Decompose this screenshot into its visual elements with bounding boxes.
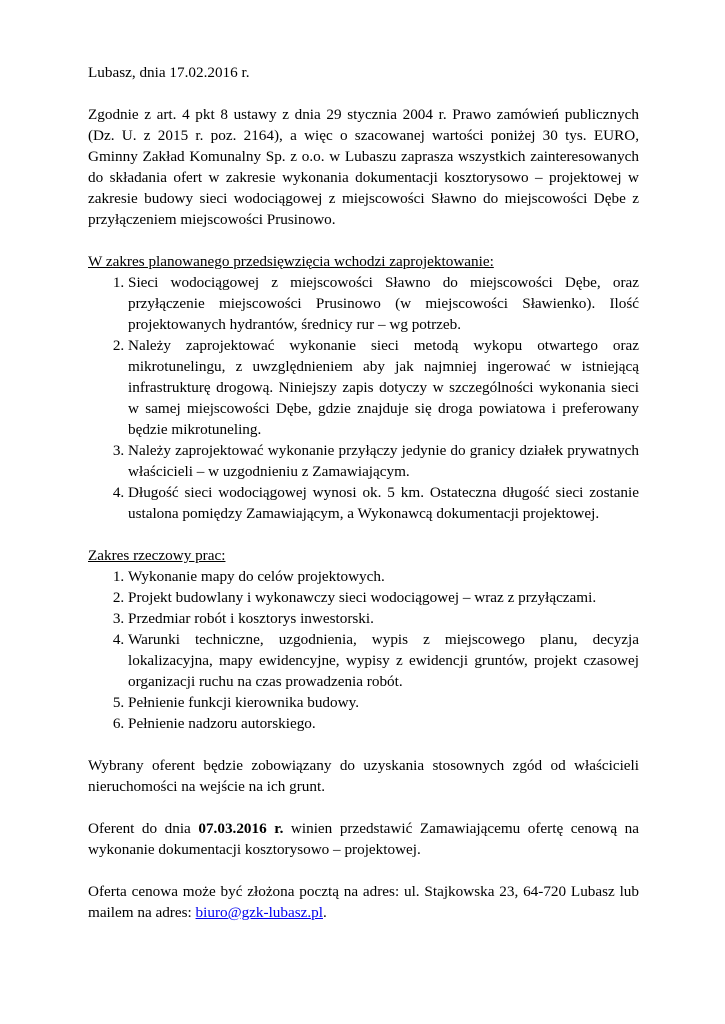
email-link[interactable]: biuro@gzk-lubasz.pl	[195, 904, 323, 921]
document-page	[88, 62, 639, 923]
intro-paragraph: Zgodnie z art. 4 pkt 8 ustawy z dnia 29 stycznia 2004 r. Prawo zamówień publicznych (Dz. U. z 2015 r. poz. 2164), a więc o szacowanej wartości poniżej 30 tys. EURO, Gminny Zakład Komunalny Sp. z o.o. w Lubaszu zaprasza wszystkich zainteresowanych do składania ofert w zakresie wykonania dokumentacji kosztorysowo – projektowej w zakresie budowy sieci wodociągowej z miejscowości Sławno do miejscowości Dębe z przyłączeniem miejscowości Prusinowo.	[88, 106, 639, 228]
scope-section	[88, 251, 639, 524]
list-item: 3. Przedmiar robót i kosztorys inwestorski.	[128, 608, 639, 629]
date-line: Lubasz, dnia 17.02.2016 r.	[88, 64, 250, 81]
deadline-text-before: Oferent do dnia	[88, 820, 199, 837]
contact-text-before: Oferta cenowa może być złożona pocztą na adres: ul. Stajkowska 23, 64-720 Lubasz lub mailem na adres:	[88, 883, 639, 921]
contact-text-after: .	[323, 904, 327, 921]
list-item: 5. Pełnienie funkcji kierownika budowy.	[128, 692, 639, 713]
works-list	[88, 566, 639, 734]
contact-paragraph	[88, 881, 639, 923]
list-item: 1. Sieci wodociągowej z miejscowości Sławno do miejscowości Dębe, oraz przyłączenie miejscowości Prusinowo (w miejscowości Sławienko). Ilość projektowanych hydrantów, średnicy rur – wg potrzeb.	[128, 272, 639, 335]
list-item: 4. Długość sieci wodociągowej wynosi ok. 5 km. Ostateczna długość sieci zostanie ustalona pomiędzy Zamawiającym, a Wykonawcą dokumentacji projektowej.	[128, 482, 639, 524]
list-item: 6. Pełnienie nadzoru autorskiego.	[128, 713, 639, 734]
deadline-paragraph	[88, 818, 639, 860]
works-heading: Zakres rzeczowy prac:	[88, 547, 226, 564]
list-item: 4. Warunki techniczne, uzgodnienia, wypis z miejscowego planu, decyzja lokalizacyjna, mapy ewidencyjne, wypisy z ewidencji gruntów, projekt czasowej organizacji ruchu na czas prowadzenia robót.	[128, 629, 639, 692]
list-item: 2. Projekt budowlany i wykonawczy sieci wodociągowej – wraz z przyłączami.	[128, 587, 639, 608]
works-section	[88, 545, 639, 734]
list-item: 3. Należy zaprojektować wykonanie przyłączy jedynie do granicy działek prywatnych właścicieli – w uzgodnieniu z Zamawiającym.	[128, 440, 639, 482]
deadline-text-after: winien przedstawić Zamawiającemu ofertę cenową na wykonanie dokumentacji kosztorysowo – projektowej.	[88, 820, 639, 858]
list-item: 2. Należy zaprojektować wykonanie sieci metodą wykopu otwartego oraz mikrotunelingu, z uwzględnieniem aby jak najmniej ingerować w istniejącą infrastrukturę drogową. Niniejszy zapis dotyczy w szczególności wykonania sieci w samej miejscowości Dębe, gdzie znajduje się droga powiatowa i preferowany będzie mikrotuneling.	[128, 335, 639, 440]
scope-heading: W zakres planowanego przedsięwzięcia wchodzi zaprojektowanie:	[88, 253, 494, 270]
consent-paragraph: Wybrany oferent będzie zobowiązany do uzyskania stosownych zgód od właścicieli nieruchomości na wejście na ich grunt.	[88, 757, 639, 795]
list-item: 1. Wykonanie mapy do celów projektowych.	[128, 566, 639, 587]
scope-list	[88, 272, 639, 524]
deadline-date: 07.03.2016 r.	[198, 820, 284, 837]
